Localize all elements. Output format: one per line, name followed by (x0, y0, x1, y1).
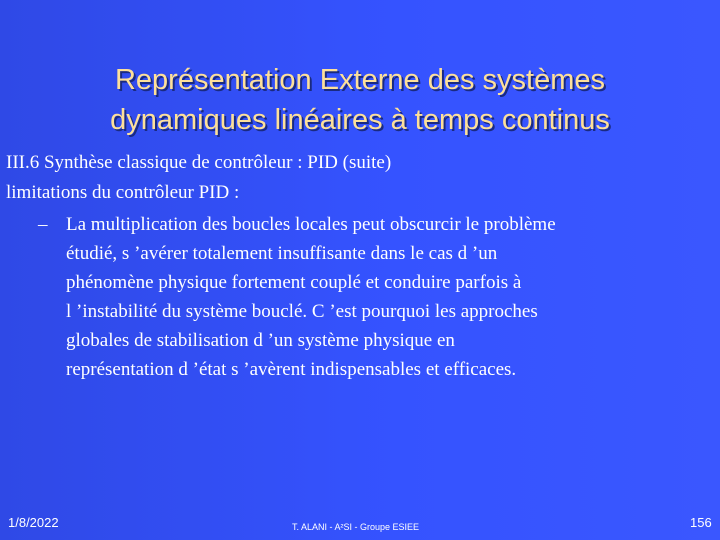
footer-date: 1/8/2022 (8, 515, 59, 530)
bullet-dash: – (38, 214, 48, 235)
page-number: 156 (690, 515, 712, 530)
footer-author: T. ALANI - A²SI - Groupe ESIEE (292, 522, 420, 532)
section-subheading: limitations du contrôleur PID : (6, 182, 240, 203)
section-heading: III.6 Synthèse classique de contrôleur : PID (suite) (6, 152, 392, 173)
bullet-line-2: étudié, s ’avérer totalement insuffisante dans le cas d ’un (66, 243, 498, 264)
bullet-item (6, 210, 706, 384)
slide-title (40, 60, 680, 140)
slide-body (6, 148, 706, 384)
slide-title-line-1: Représentation Externe des systèmes (114, 64, 606, 96)
bullet-text (66, 210, 706, 384)
bullet-line-6: représentation d ’état s ’avèrent indispensables et efficaces. (66, 359, 517, 380)
slide-title-line-2: dynamiques linéaires à temps continus (110, 104, 610, 136)
bullet-line-5: globales de stabilisation d ’un système physique en (66, 330, 455, 351)
bullet-line-4: l ’instabilité du système bouclé. C ’est pourquoi les approches (66, 301, 538, 322)
bullet-line-1: La multiplication des boucles locales peut obscurcir le problème (66, 214, 556, 235)
bullet-line-3: phénomène physique fortement couplé et conduire parfois à (66, 272, 522, 293)
